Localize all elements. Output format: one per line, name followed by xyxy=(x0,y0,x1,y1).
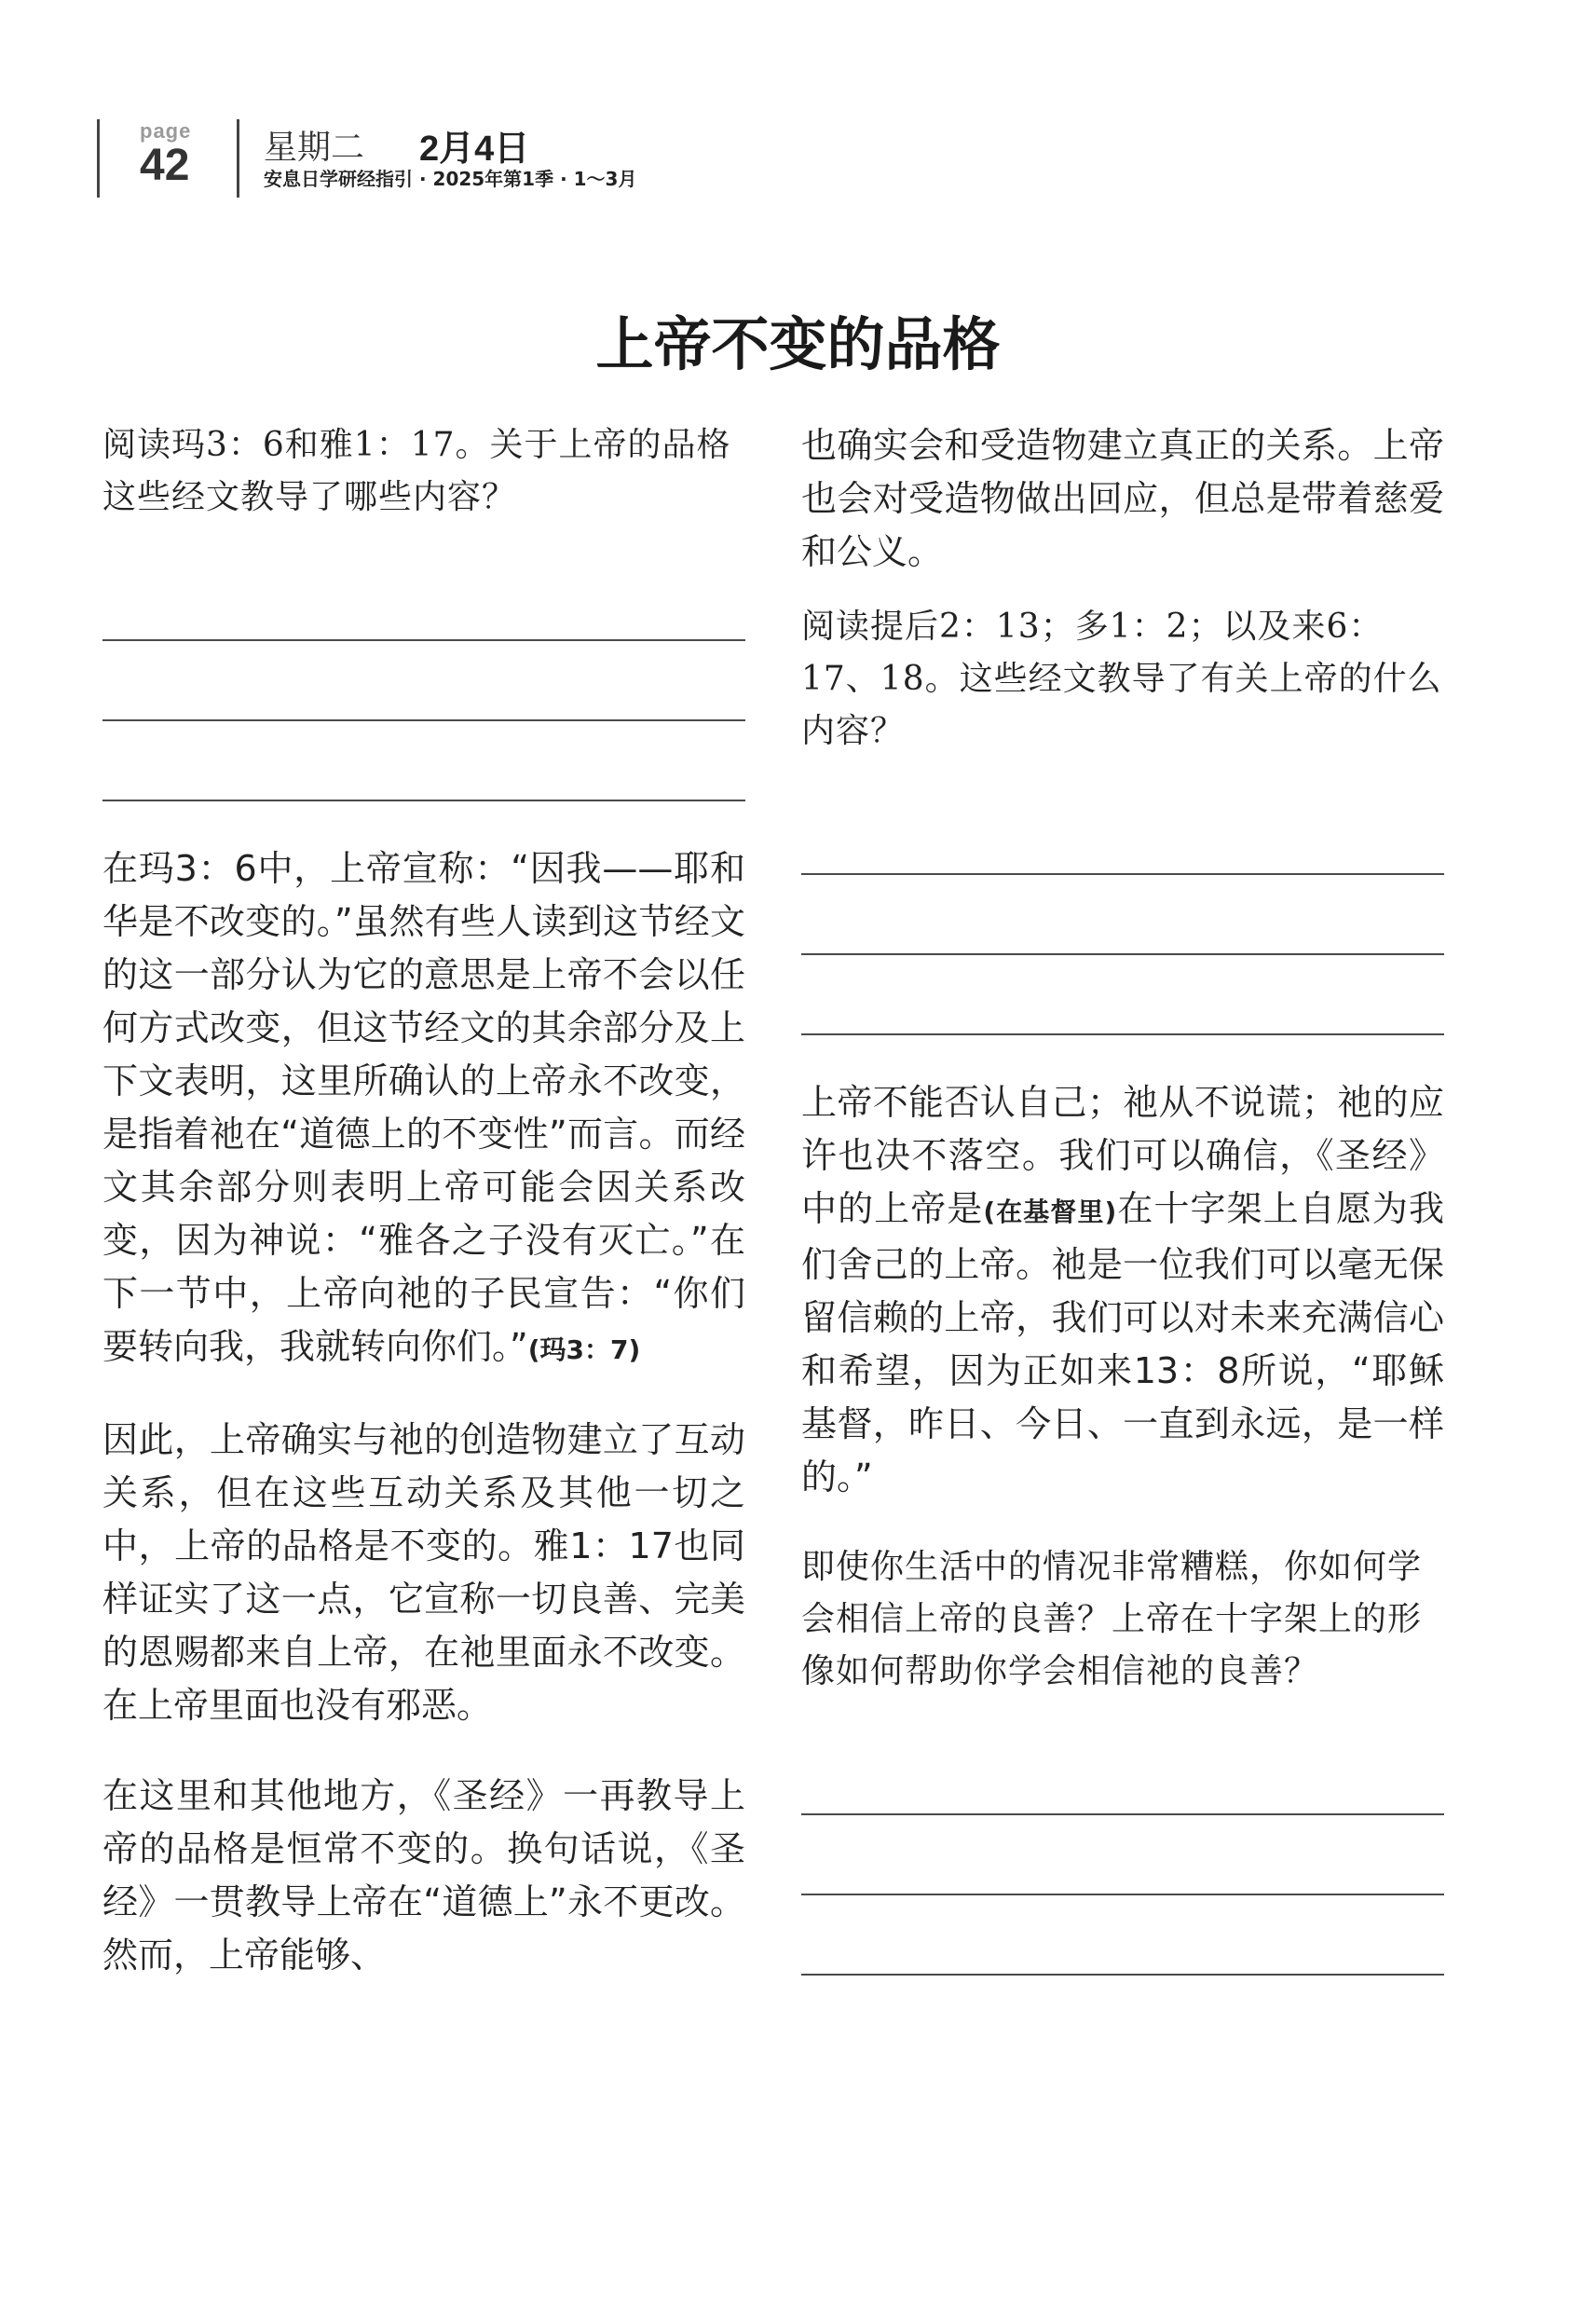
page-number: 42 xyxy=(140,141,190,190)
answer-line[interactable] xyxy=(102,641,745,721)
question-3: 即使你生活中的情况非常糟糕，你如何学会相信上帝的良善？上帝在十字架上的形像如何帮助你学会相信祂的良善？ xyxy=(801,1548,1423,1690)
paragraph-4-text-a: 上帝不能否认自己；祂从不说谎；祂的应许也决不落空。我们可以确信，《圣经》中的上帝是 xyxy=(801,1082,1444,1229)
paragraph-2: 因此，上帝确实与祂的创造物建立了互动关系，但在这些互动关系及其他一切之中，上帝的品格是不变的。雅1：17也同样证实了这一点，它宣称一切良善、完美的恩赐都来自上帝，在祂里面永不改变。在上帝里面也没有邪恶。 xyxy=(102,1419,745,1726)
header-divider-right xyxy=(237,119,239,198)
answer-line[interactable] xyxy=(102,561,745,641)
answer-line[interactable] xyxy=(801,795,1444,875)
page-header xyxy=(0,0,1596,224)
paragraph-4 xyxy=(801,1076,1444,1504)
paragraph-1 xyxy=(102,842,745,1376)
answer-line[interactable] xyxy=(801,1815,1444,1895)
answer-line[interactable] xyxy=(801,875,1444,955)
right-column xyxy=(801,419,1444,2017)
lesson-title: 上帝不变的品格 xyxy=(595,310,1001,378)
left-column xyxy=(102,419,745,2019)
paragraph-continued: 也确实会和受造物建立真正的关系。上帝也会对受造物做出回应，但总是带着慈爱和公义。 xyxy=(801,425,1444,572)
answer-lines-2[interactable] xyxy=(801,795,1444,1035)
paragraph-3: 在这里和其他地方，《圣经》一再教导上帝的品格是恒常不变的。换句话说，《圣经》一贯教导上帝在“道德上”永不更改。然而，上帝能够、 xyxy=(102,1775,745,1976)
date: 2月4日 xyxy=(419,130,530,169)
weekday: 星期二 xyxy=(264,129,365,167)
answer-line[interactable] xyxy=(801,1735,1444,1815)
answer-line[interactable] xyxy=(801,955,1444,1035)
answer-line[interactable] xyxy=(102,721,745,801)
question-1: 阅读玛3：6和雅1：17。关于上帝的品格这些经文教导了哪些内容？ xyxy=(102,426,731,516)
paragraph-1-text: 在玛3：6中，上帝宣称：“因我——耶和华是不改变的。”虽然有些人读到这节经文的这一部分认为它的意思是上帝不会以任何方式改变，但这节经文的其余部分及上下文表明，这里所确认的上帝永不改变，是指着祂在“道德上的不变性”而言。而经文其余部分则表明上帝可能会因关系改变，因为神说：“雅各之子没有灭亡。”在下一节中，上帝向祂的子民宣告：“你们要转向我，我就转向你们。” xyxy=(102,848,745,1367)
header-divider-left xyxy=(97,119,100,198)
question-2: 阅读提后2：13；多1：2；以及来6：17、18。这些经文教导了有关上帝的什么内容？ xyxy=(801,608,1442,750)
page-label: page xyxy=(140,119,192,143)
publication-subtitle: 安息日学研经指引 · 2025年第1季 · 1～3月 xyxy=(264,168,637,190)
paragraph-4-text-b: 在十字架上自愿为我们舍己的上帝。祂是一位我们可以毫无保留信赖的上帝，我们可以对未来充满信心和希望，因为正如来13：8所说，“耶稣基督，昨日、今日、一直到永远，是一样的。” xyxy=(801,1188,1444,1497)
answer-lines-1[interactable] xyxy=(102,561,745,801)
inline-reference: (在基督里) xyxy=(983,1197,1117,1227)
scripture-reference: (玛3：7) xyxy=(527,1334,641,1365)
answer-lines-3[interactable] xyxy=(801,1735,1444,1976)
answer-line[interactable] xyxy=(801,1895,1444,1976)
